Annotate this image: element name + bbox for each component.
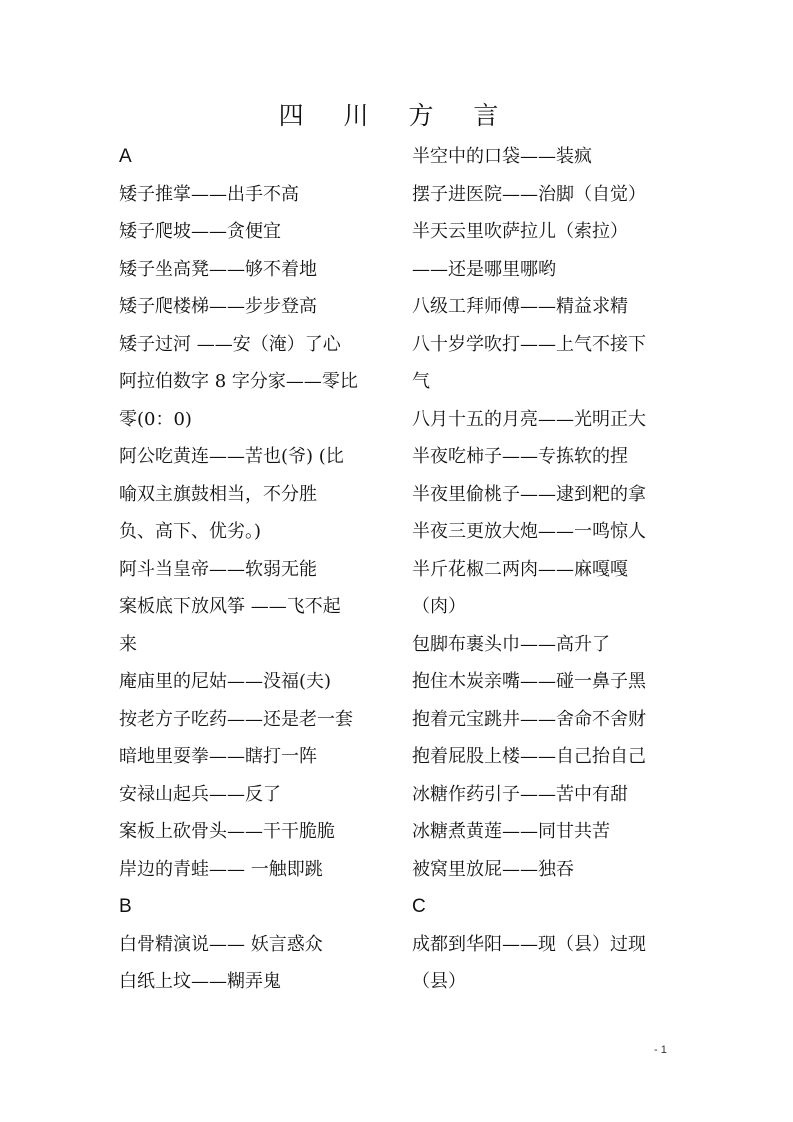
idiom-line: 矮子爬楼梯——步步登高 [119, 296, 317, 317]
idiom-line: 暗地里耍拳——瞎打一阵 [119, 746, 317, 767]
idiom-line: 负、高下、优劣。) [119, 521, 262, 542]
idiom-line: 抱着元宝跳井——舍命不舍财 [412, 708, 646, 730]
idiom-line: 阿拉伯数字 8 字分家——零比 [119, 371, 358, 392]
idiom-line: 案板上砍骨头——干干脆脆 [119, 821, 335, 842]
idiom-line: 按老方子吃药——还是老一套 [119, 708, 353, 730]
idiom-line: （肉） [412, 596, 466, 617]
idiom-line: 八十岁学吹打——上气不接下 [412, 333, 646, 355]
idiom-line: 喻双主旗鼓相当，不分胜 [119, 483, 317, 505]
idiom-line: 庵庙里的尼姑——没福(夫) [119, 671, 332, 692]
idiom-line: 冰糖作药引子——苦中有甜 [412, 783, 628, 805]
idiom-line: 矮子推掌——出手不高 [119, 183, 299, 205]
idiom-line: 摆子进医院——治脚（自觉） [412, 183, 646, 205]
idiom-line: 被窝里放屁——独吞 [412, 858, 574, 880]
left-column [119, 138, 391, 1001]
idiom-line: （县） [412, 971, 466, 992]
right-column [412, 138, 684, 1001]
idiom-line: 白骨精演说—— 妖言惑众 [119, 933, 323, 955]
idiom-line: ——还是哪里哪哟 [412, 258, 556, 280]
idiom-line: 半夜里偷桃子——逮到粑的拿 [412, 483, 646, 505]
idiom-line: 冰糖煮黄莲——同甘共苦 [412, 821, 610, 842]
idiom-line: 岸边的青蛙—— 一触即跳 [119, 858, 323, 880]
section-letter: B [119, 896, 132, 917]
idiom-line: 半夜吃柿子——专拣软的捏 [412, 446, 628, 467]
section-letter: A [119, 146, 132, 167]
section-letter: C [412, 896, 426, 917]
idiom-line: 半天云里吹萨拉儿（索拉） [412, 221, 628, 242]
idiom-line: 八月十五的月亮——光明正大 [412, 408, 646, 430]
idiom-line: 案板底下放风筝 ——飞不起 [119, 596, 341, 617]
idiom-line: 矮子坐高凳——够不着地 [119, 258, 317, 280]
idiom-line: 八级工拜师傅——精益求精 [412, 296, 628, 317]
idiom-line: 半夜三更放大炮——一鸣惊人 [412, 521, 646, 542]
idiom-line: 矮子爬坡——贪便宜 [119, 221, 281, 242]
idiom-line: 白纸上坟——糊弄鬼 [119, 971, 281, 992]
page-number: - 1 [654, 1044, 667, 1056]
idiom-line: 半空中的口袋——装疯 [412, 146, 592, 167]
idiom-line: 阿斗当皇帝——软弱无能 [119, 558, 317, 580]
idiom-line: 阿公吃黄连——苦也(爷) (比 [119, 446, 344, 467]
idiom-line: 气 [412, 371, 430, 392]
page-title: 四 川 方 言 [278, 101, 515, 130]
idiom-line: 矮子过河 ——安（淹）了心 [119, 333, 341, 355]
idiom-line: 抱住木炭亲嘴——碰一鼻子黑 [412, 671, 646, 692]
idiom-line: 包脚布裹头巾——高升了 [412, 633, 610, 655]
idiom-line: 半斤花椒二两肉——麻嘎嘎 [412, 558, 628, 580]
idiom-line: 零(0：0) [119, 408, 192, 430]
idiom-line: 抱着屁股上楼——自己抬自己 [412, 746, 646, 767]
idiom-line: 成都到华阳——现（县）过现 [412, 933, 646, 955]
idiom-line: 来 [119, 633, 137, 655]
idiom-line: 安禄山起兵——反了 [119, 783, 281, 805]
